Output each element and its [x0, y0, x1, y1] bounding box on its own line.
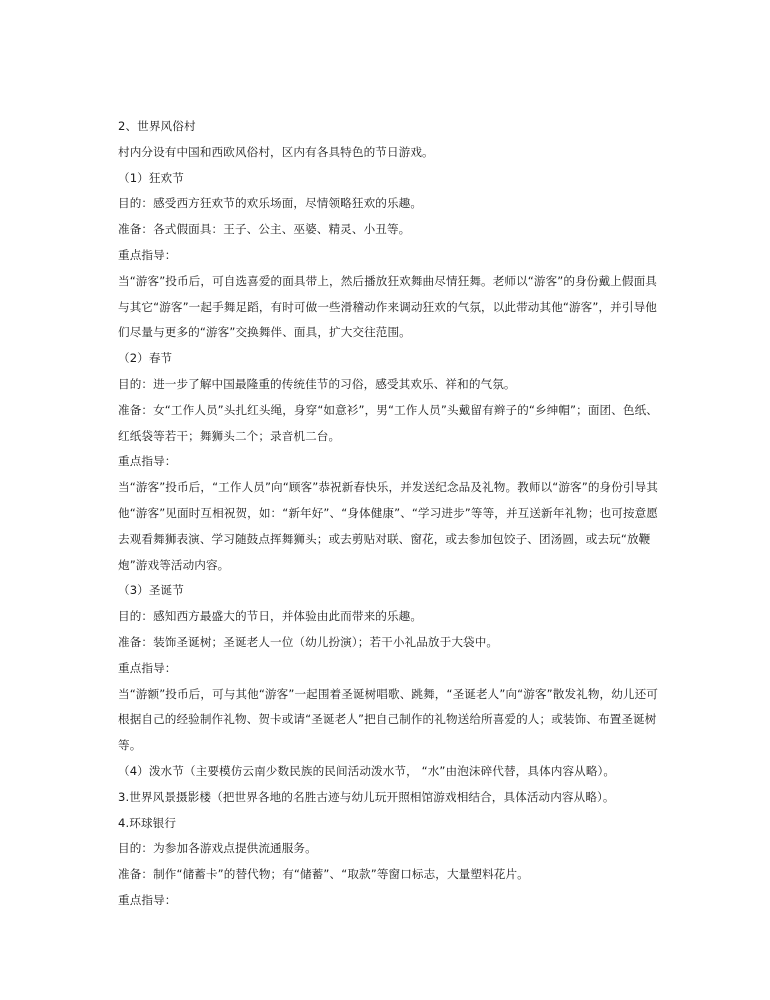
paragraph-text: 去观看舞狮表演、学习随鼓点挥舞狮头；或去剪贴对联、窗花，或去参加包饺子、团汤圆，或去玩“放鞭	[118, 531, 651, 546]
paragraph-text: 准备：制作“储蓄卡”的替代物；有“储蓄”、“取款”等窗口标志，大量塑料花片。	[118, 867, 529, 882]
paragraph-text: 红纸袋等若干；舞狮头二个；录音机二台。	[118, 428, 341, 443]
paragraph-text: 根据自己的经验制作礼物、贺卡或请“圣诞老人”把自己制作的礼物送给所喜爱的人；或装饰、布置圣诞树	[118, 712, 657, 727]
paragraph-text: 他“游客”见面时互相祝贺，如：“新年好”、“身体健康”、“学习进步”等等，并互送新年礼物；也可按意愿	[118, 505, 658, 520]
paragraph-text: 目的：感知西方最盛大的节日，并体验由此而带来的乐趣。	[118, 609, 423, 624]
section-heading-photo-studio: 3.世界风景摄影楼（把世界各地的名胜古迹与幼儿玩开照相馆游戏相结合，具体活动内容从略）。	[118, 789, 615, 804]
paragraph-text: 准备：各式假面具：王子、公主、巫婆、精灵、小丑等。	[118, 222, 411, 237]
paragraph-text: 当“游额”投币后，可与其他“游客”一起围着圣诞树唱歌、跳舞，“圣诞老人”向“游客”散发礼物，幼儿还可	[118, 686, 658, 701]
paragraph-text: 目的：感受西方狂欢节的欢乐场面，尽情领略狂欢的乐趣。	[118, 196, 423, 211]
paragraph-text: 与其它“游客”一起手舞足蹈，有时可做一些滑稽动作来调动狂欢的气氛，以此带动其他“游客”，并引导他	[118, 299, 657, 314]
paragraph-text: 当“游客”投币后，“工作人员”向“顾客”恭祝新春快乐，并发送纪念品及礼物。教师以“游客”的身份引导其	[118, 480, 658, 495]
guidance-label: 重点指导：	[118, 892, 177, 907]
guidance-label: 重点指导：	[118, 247, 177, 262]
paragraph-text: 准备：装饰圣诞树；圣诞老人一位（幼儿扮演）；若干小礼品放于大袋中。	[118, 634, 499, 649]
section-heading-global-bank: 4.环球银行	[118, 815, 177, 830]
subsection-heading-carnival: （1）狂欢节	[118, 170, 184, 185]
paragraph-text: 炮”游戏等活动内容。	[118, 557, 230, 572]
subsection-heading-christmas: （3）圣诞节	[118, 583, 184, 598]
guidance-label: 重点指导：	[118, 660, 177, 675]
subsection-heading-spring-festival: （2）春节	[118, 351, 173, 366]
paragraph-text: 当“游客”投币后，可自选喜爱的面具带上，然后播放狂欢舞曲尽情狂舞。老师以“游客”的身份戴上假面具	[118, 273, 657, 288]
paragraph-text: 目的：进一步了解中国最隆重的传统佳节的习俗，感受其欢乐、祥和的气氛。	[118, 376, 516, 391]
paragraph-text: 准备：女“工作人员”头扎红头绳，身穿“如意衫”，男“工作人员”头戴留有辫子的“乡绅帽”；面团、色纸、	[118, 402, 658, 417]
guidance-label: 重点指导：	[118, 454, 177, 469]
paragraph-text: 目的：为参加各游戏点提供流通服务。	[118, 841, 317, 856]
paragraph-text: 村内分设有中国和西欧风俗村，区内有各具特色的节日游戏。	[118, 144, 434, 159]
document-body	[118, 114, 658, 914]
subsection-heading-water-festival: （4）泼水节（主要模仿云南少数民族的民间活动泼水节， “水”由泡沫碎代替，具体内容从略）。	[118, 763, 616, 778]
paragraph-text: 们尽量与更多的“游客”交换舞伴、面具，扩大交往范围。	[118, 325, 411, 340]
paragraph-text: 等。	[118, 738, 142, 753]
section-heading-folk-village: 2、世界风俗村	[118, 119, 196, 133]
